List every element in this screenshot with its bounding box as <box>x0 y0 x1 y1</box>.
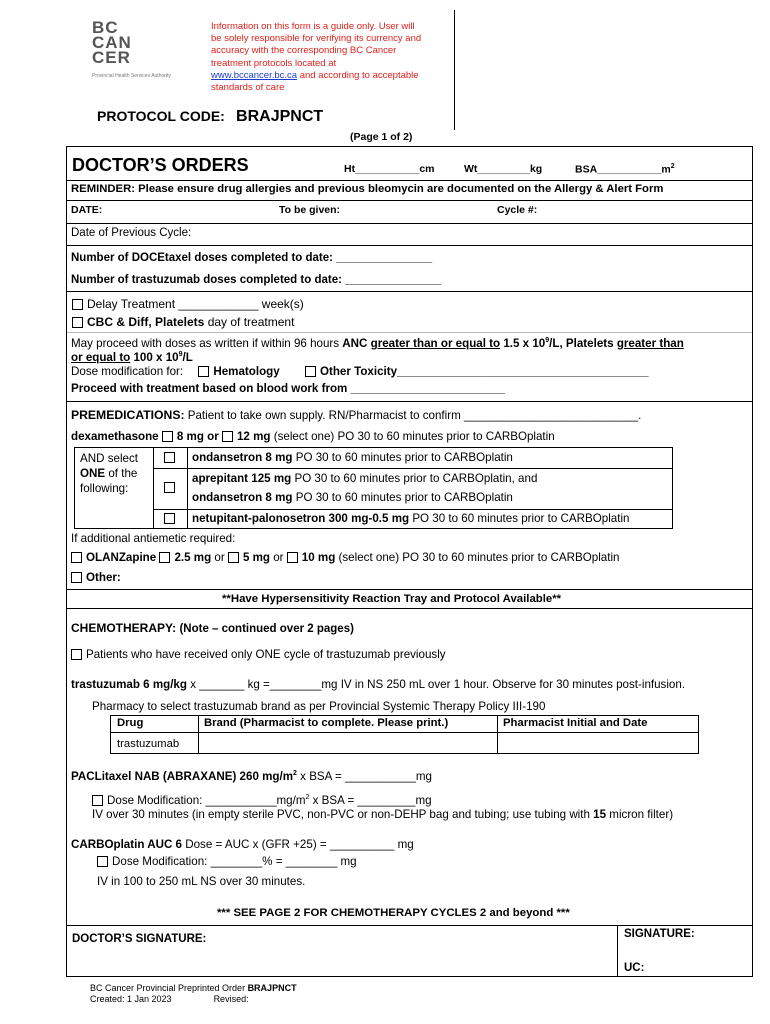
doctor-signature-field[interactable] <box>67 948 616 976</box>
other-row: Other: <box>71 571 121 584</box>
olanzapine-row: OLANZapine 2.5 mg or 5 mg or 10 mg (select one) PO 30 to 60 minutes prior to CARBOplatin <box>71 551 619 564</box>
protocol-label: PROTOCOL CODE: <box>97 108 225 124</box>
additional-antiemetic: If additional antiemetic required: <box>71 532 236 545</box>
pharmacy-brand-note: Pharmacy to select trastuzumab brand as per Provincial Systemic Therapy Policy III-190 <box>92 700 546 713</box>
see-page-2-note: *** SEE PAGE 2 FOR CHEMOTHERAPY CYCLES 2 and beyond *** <box>217 907 570 919</box>
protocol-code <box>97 108 323 126</box>
doctors-orders-section <box>66 146 753 246</box>
premedications-section <box>66 401 753 609</box>
one-cycle-row: Patients who have received only ONE cycle of trastuzumab previously <box>71 648 446 661</box>
ondansetron-checkbox[interactable] <box>164 452 175 463</box>
brand-table <box>110 715 699 754</box>
carboplatin-mod-row: Dose Modification: ________% = ________ mg <box>97 855 357 868</box>
olanzapine-checkbox[interactable] <box>71 552 82 563</box>
delay-treatment-row: Delay Treatment ____________ week(s) <box>72 297 304 311</box>
signature-section <box>66 925 753 977</box>
proceed-bloodwork-field[interactable]: Proceed with treatment based on blood work from ________________________ <box>71 382 506 395</box>
pharmacist-initial-cell[interactable] <box>498 733 698 753</box>
logo-line-3: CER <box>92 48 131 67</box>
reminder: REMINDER: Please ensure drug allergies and previous bleomycin are documented on the Allergy & Alert Form <box>71 183 664 195</box>
proceed-criteria: May proceed with doses as written if within 96 hours ANC greater than or equal to 1.5 x $10^9/L$, Platelets greater than <box>71 337 684 350</box>
date-field[interactable]: DATE: <box>71 204 103 216</box>
dexa-12mg-checkbox[interactable] <box>222 431 233 442</box>
cbc-checkbox[interactable] <box>72 317 83 328</box>
brand-input-cell[interactable] <box>199 733 496 753</box>
logo-subtitle: Provincial Health Services Authority <box>92 73 171 79</box>
footer-line-1: BC Cancer Provincial Preprinted Order BRAJPNCT <box>90 983 297 993</box>
bccancer-link[interactable]: www.bccancer.bc.ca <box>211 69 298 81</box>
brand-table-header-brand: Brand (Pharmacist to complete. Please print.) <box>204 717 449 729</box>
to-be-given-field[interactable]: To be given: <box>279 204 341 216</box>
other-toxicity-checkbox[interactable] <box>305 366 316 377</box>
disclaimer-line: treatment protocols located at <box>211 57 337 69</box>
dose-modification-row: Dose modification for: Hematology Other Toxicity_______________________________________ <box>71 365 649 378</box>
doctors-signature-label: DOCTOR’S SIGNATURE: <box>72 933 207 945</box>
disclaimer <box>211 21 421 94</box>
trastuzumab-doses-field[interactable]: Number of trastuzumab doses completed to date: _______________ <box>71 274 442 286</box>
cbc-row: CBC & Diff, Platelets day of treatment <box>72 315 294 329</box>
disclaimer-line: accuracy with the corresponding BC Cancer <box>211 45 397 57</box>
paclitaxel-dose-row: PACLitaxel NAB (ABRAXANE) 260 $mg/m^2$ x BSA = ___________mg <box>71 770 432 783</box>
disclaimer-line: Information on this form is a guide only. User will <box>211 21 415 32</box>
other-checkbox[interactable] <box>71 572 82 583</box>
height-field[interactable]: Ht___________cm <box>344 163 435 175</box>
aprepitant-option: aprepitant 125 mg PO 30 to 60 minutes prior to CARBOplatin, and <box>192 472 538 485</box>
disclaimer-line: www.bccancer.bc.ca and according to acceptable <box>211 69 419 81</box>
hematology-checkbox[interactable] <box>198 366 209 377</box>
chemotherapy-section <box>66 608 753 926</box>
olanzapine-10mg-checkbox[interactable] <box>287 552 298 563</box>
disclaimer-line: be solely responsible for verifying its currency and <box>211 33 422 45</box>
docetaxel-doses-field[interactable]: Number of DOCEtaxel doses completed to date: _______________ <box>71 252 433 264</box>
delay-treatment-checkbox[interactable] <box>72 299 83 310</box>
uc-label: UC: <box>624 962 645 974</box>
premeds-intro: PREMEDICATIONS: Patient to take own supply. RN/Pharmacist to confirm ___________________________. <box>71 408 642 422</box>
trastuzumab-dose-row: trastuzumab 6 mg/kg x _______ kg =________mg IV in NS 250 mL over 1 hour. Observe for 30 minutes post-infusion. <box>71 678 686 691</box>
aprepitant-ondansetron: ondansetron 8 mg PO 30 to 60 minutes prior to CARBOplatin <box>192 491 513 504</box>
logo-line-1: BC <box>92 18 119 37</box>
doses-completed-section <box>66 245 753 292</box>
aprepitant-checkbox[interactable] <box>164 482 175 493</box>
one-cycle-checkbox[interactable] <box>71 649 82 660</box>
paclitaxel-mod-row: Dose Modification: $\_\_\_\_\_\_\_\_\_\_\_mg/m^2$ x BSA = _________mg <box>92 794 432 807</box>
hypersensitivity-note: **Have Hypersensitivity Reaction Tray and Protocol Available** <box>222 593 562 605</box>
carboplatin-dose-row: CARBOplatin AUC 6 Dose = AUC x (GFR +25) = __________ mg <box>71 838 414 851</box>
olanzapine-5mg-checkbox[interactable] <box>228 552 239 563</box>
carboplatin-mod-checkbox[interactable] <box>97 856 108 867</box>
previous-cycle-field[interactable]: Date of Previous Cycle: <box>71 227 192 239</box>
paclitaxel-mod-checkbox[interactable] <box>92 795 103 806</box>
footer-line-2: Created: 1 Jan 2023 Revised: <box>90 994 249 1004</box>
doctors-orders-title: DOCTOR’S ORDERS <box>72 155 249 175</box>
weight-field[interactable]: Wt_________kg <box>464 163 543 175</box>
bsa-field[interactable]: $BSA\_\_\_\_\_\_\_\_\_\_\_m^2$ <box>575 163 675 176</box>
brand-table-header-pharmacist: Pharmacist Initial and Date <box>503 717 648 729</box>
dexa-8mg-checkbox[interactable] <box>162 431 173 442</box>
paclitaxel-iv-row: IV over 30 minutes (in empty sterile PVC, non-PVC or non-DEHP bag and tubing; use tubing with 15 micron filter) <box>92 808 674 821</box>
brand-table-drug-cell: trastuzumab <box>117 738 180 750</box>
protocol-code-value: BRAJPNCT <box>236 108 324 125</box>
header-divider <box>454 10 455 130</box>
ondansetron-option: ondansetron 8 mg PO 30 to 60 minutes prior to CARBOplatin <box>192 451 513 464</box>
bc-cancer-logo <box>92 20 171 79</box>
cycle-field[interactable]: Cycle #: <box>497 204 538 216</box>
antiemetic-table <box>74 447 673 529</box>
carboplatin-iv-row: IV in 100 to 250 mL NS over 30 minutes. <box>97 875 306 888</box>
dexamethasone-row: dexamethasone 8 mg or 12 mg (select one) PO 30 to 60 minutes prior to CARBOplatin <box>71 430 555 443</box>
olanzapine-2-5mg-checkbox[interactable] <box>159 552 170 563</box>
chemo-title: CHEMOTHERAPY: (Note – continued over 2 pages) <box>71 621 354 635</box>
disclaimer-line: standards of care <box>211 82 285 94</box>
netupitant-checkbox[interactable] <box>164 513 175 524</box>
treatment-section <box>66 291 753 402</box>
brand-table-header-drug: Drug <box>117 717 144 729</box>
netupitant-option: netupitant-palonosetron 300 mg-0.5 mg PO 30 to 60 minutes prior to CARBOplatin <box>192 512 630 525</box>
signature-label: SIGNATURE: <box>624 928 695 940</box>
and-select-label: AND select ONE of the following: <box>80 452 138 495</box>
logo-line-2: CAN <box>92 33 132 52</box>
page-number: (Page 1 of 2) <box>350 131 413 143</box>
proceed-criteria-cont: or equal to 100 x $10^9/L$ <box>71 351 193 364</box>
footer <box>90 983 297 1005</box>
